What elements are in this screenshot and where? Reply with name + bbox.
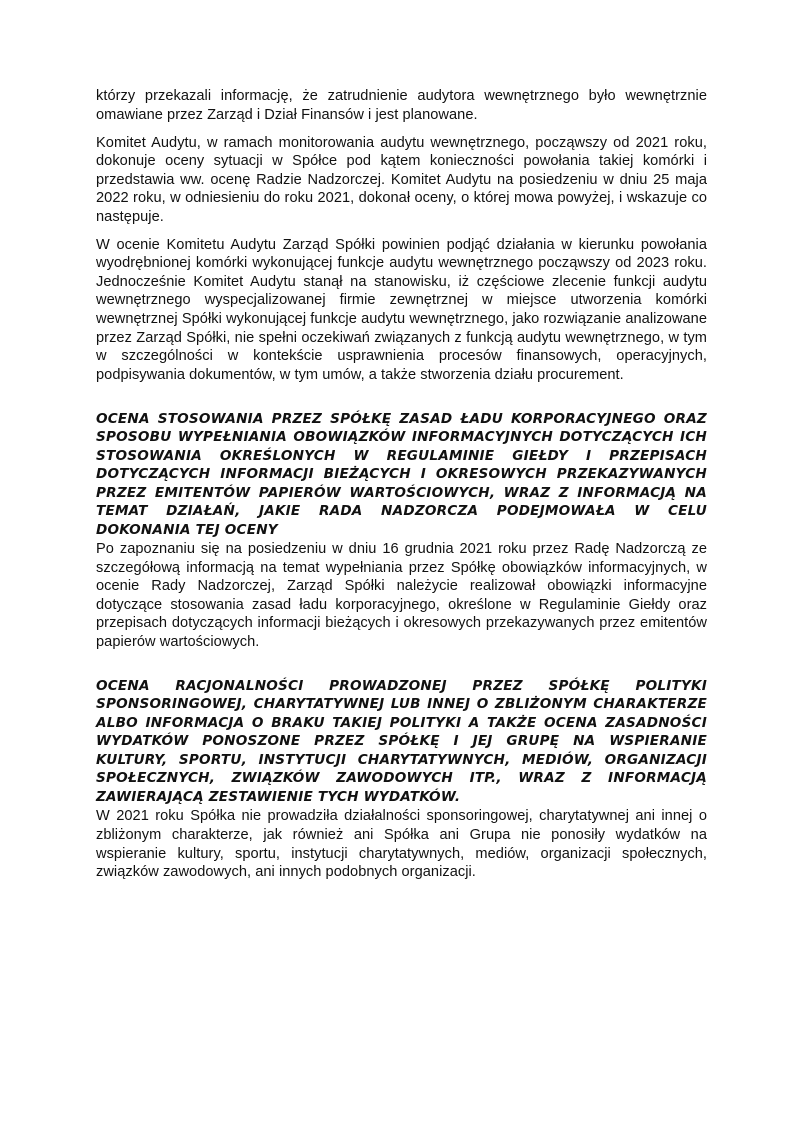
- paragraph-audit-committee-assessment: Komitet Audytu, w ramach monitorowania audytu wewnętrznego, począwszy od 2021 roku, dokonuje oceny sytuacji w Spółce pod kątem konieczności powołania takiej komórki i przedstawia ww. ocenę Radzie Nadzorczej. Komitet Audytu na posiedzeniu w dniu 25 maja 2022 roku, w odniesieniu do roku 2021, dokonał oceny, o której mowa powyżej, i wskazuje co następuje.: [96, 134, 707, 225]
- paragraph-audit-hiring: którzy przekazali informację, że zatrudnienie audytora wewnętrznego było wewnętrznie omawiane przez Zarząd i Dział Finansów i jest planowane.: [96, 88, 707, 123]
- paragraph-corporate-governance: Po zapoznaniu się na posiedzeniu w dniu 16 grudnia 2021 roku przez Radę Nadzorczą ze szczegółową informacją na temat wypełniania przez Spółkę obowiązków informacyjnych, w ocenie Rady Nadzorczej, Zarząd Spółki należycie realizował obowiązki informacyjne dotyczące stosowania zasad ładu korporacyjnego, określone w Regulaminie Giełdy oraz przepisach dotyczących informacji bieżących i okresowych przekazywanych przez emitentów papierów wartościowych.: [96, 541, 707, 650]
- document-page: [96, 87, 707, 891]
- paragraph-sponsorship-policy: W 2021 roku Spółka nie prowadziła działalności sponsoringowej, charytatywnej ani innej o zbliżonym charakterze, jak również ani Spółka ani Grupa nie ponosiły wydatków na wspieranie kultury, sportu, instytucji charytatywnych, mediów, organizacji społecznych, związków zawodowych, ani innych podobnych organizacji.: [96, 808, 707, 881]
- section-heading-corporate-governance: OCENA STOSOWANIA PRZEZ SPÓŁKĘ ZASAD ŁADU KORPORACYJNEGO ORAZ SPOSOBU WYPEŁNIANIA OBOWIĄZKÓW INFORMACYJNYCH DOTYCZĄCYCH ICH STOSOWANIA OKREŚLONYCH W REGULAMINIE GIEŁDY I PRZEPISACH DOTYCZĄCYCH INFORMACJI BIEŻĄCYCH I OKRESOWYCH PRZEKAZYWANYCH PRZEZ EMITENTÓW PAPIERÓW WARTOŚCIOWYCH, WRAZ Z INFORMACJĄ NA TEMAT DZIAŁAŃ, JAKIE RADA NADZORCZA PODEJMOWAŁA W CELU DOKONANIA TEJ OCENY: [96, 410, 707, 538]
- section-heading-sponsorship-policy: OCENA RACJONALNOŚCI PROWADZONEJ PRZEZ SPÓŁKĘ POLITYKI SPONSORINGOWEJ, CHARYTATYWNEJ LUB INNEJ O ZBLIŻONYM CHARAKTERZE ALBO INFORMACJA O BRAKU TAKIEJ POLITYKI A TAKŻE OCENA ZASADNOŚCI WYDATKÓW PONOSZONE PRZEZ SPÓŁKĘ I JEJ GRUPĘ NA WSPIERANIE KULTURY, SPORTU, INSTYTUCJI CHARYTATYWNYCH, MEDIÓW, ORGANIZACJI SPOŁECZNYCH, ZWIĄZKÓW ZAWODOWYCH ITP., WRAZ Z INFORMACJĄ ZAWIERAJĄCĄ ZESTAWIENIE TYCH WYDATKÓW.: [96, 677, 707, 805]
- spacer: [96, 394, 707, 410]
- paragraph-audit-committee-opinion: W ocenie Komitetu Audytu Zarząd Spółki powinien podjąć działania w kierunku powołania wyodrębnionej komórki wykonującej funkcje audytu wewnętrznego począwszy od 2023 roku. Jednocześnie Komitet Audytu stanął na stanowisku, iż częściowe zlecenie funkcji audytu wewnętrznego wyspecjalizowanej firmie zewnętrznej w miejsce utworzenia komórki wewnętrznej Spółki wykonującej funkcje audytu wewnętrznego, jako rozwiązanie analizowane przez Zarząd Spółki, nie spełni oczekiwań związanych z funkcją audytu wewnętrznego, w tym w szczególności w kontekście usprawnienia procesów finansowych, operacyjnych, podpisywania dokumentów, w tym umów, a także stworzenia działu procurement.: [96, 236, 707, 383]
- spacer: [96, 661, 707, 677]
